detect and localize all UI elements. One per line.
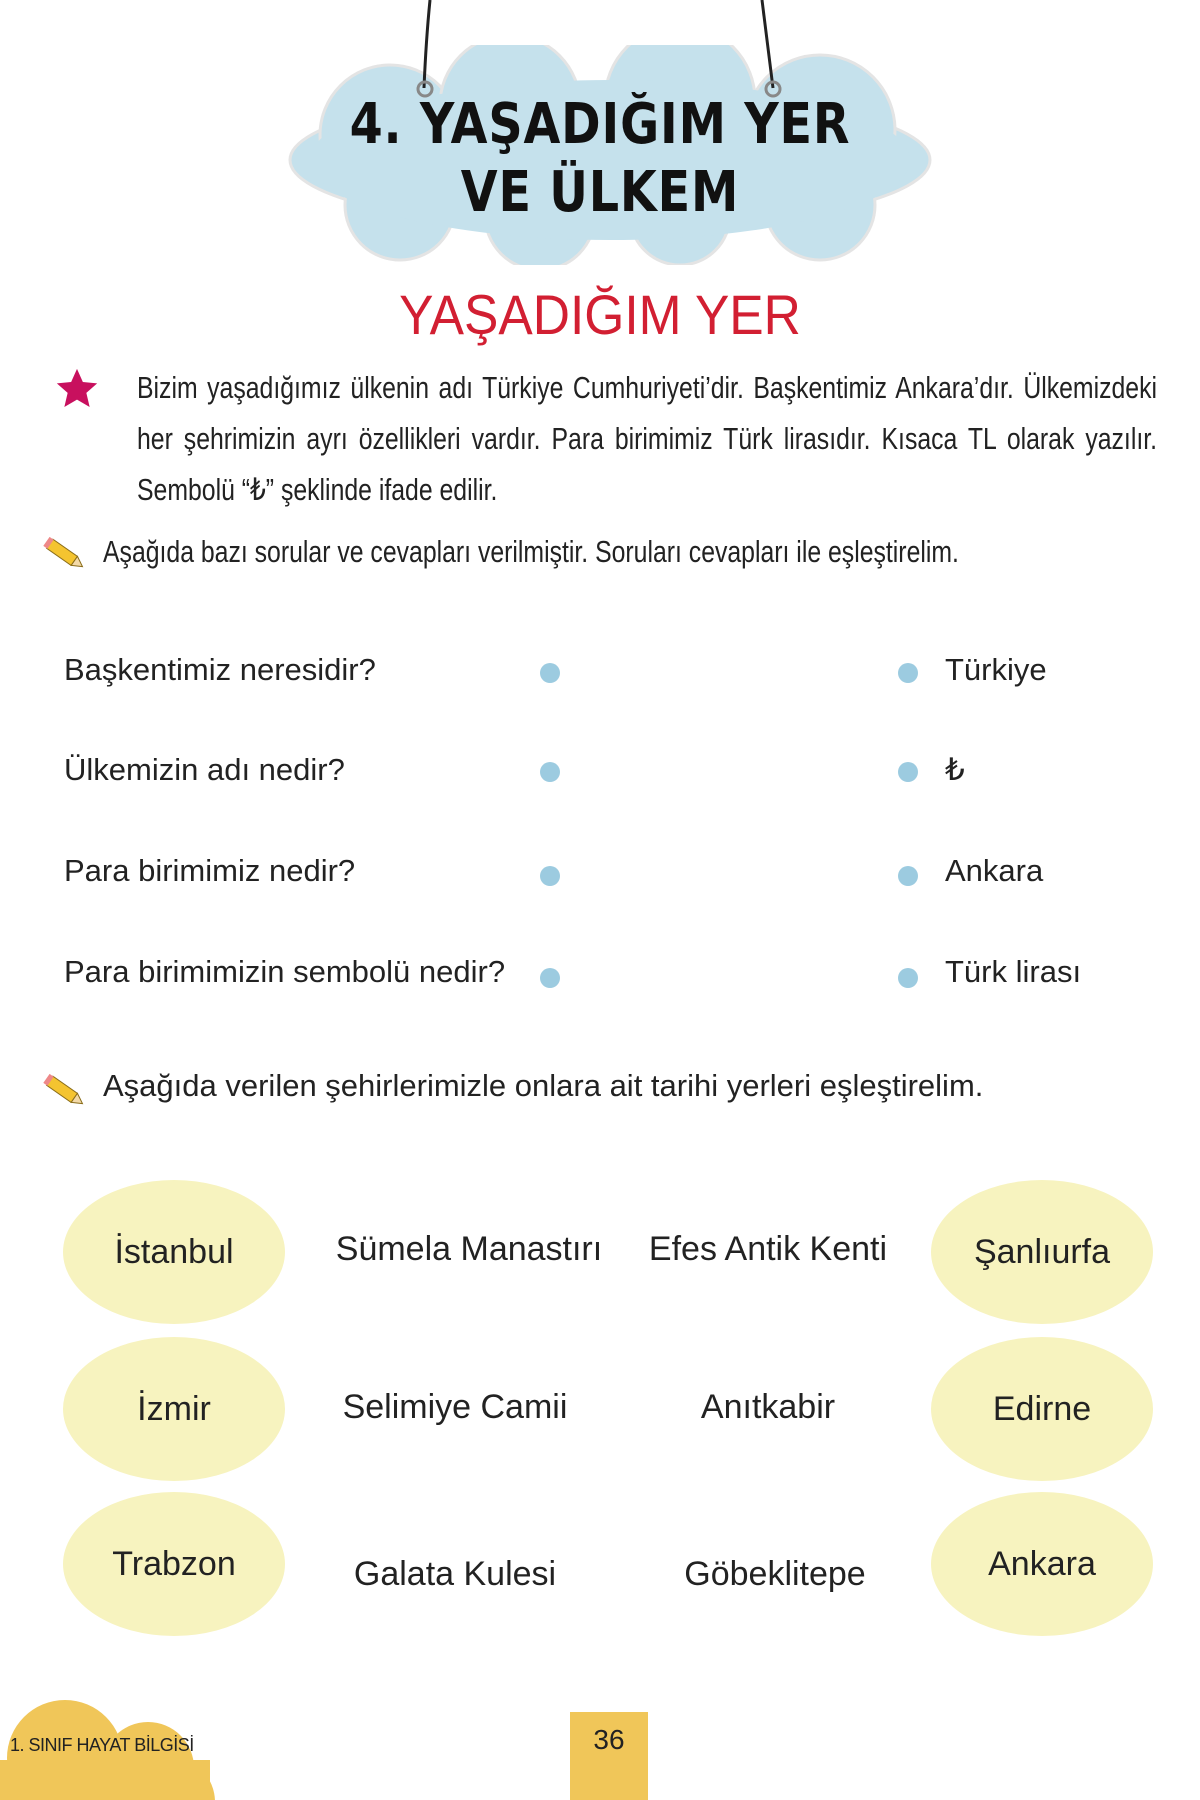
historic-place: Selimiye Camii xyxy=(342,1388,568,1426)
historic-place: Anıtkabir xyxy=(700,1388,836,1426)
city-oval[interactable]: Trabzon xyxy=(63,1492,285,1636)
match-dot-right[interactable] xyxy=(898,762,918,782)
answer: ₺ xyxy=(945,752,965,787)
city-oval[interactable]: İzmir xyxy=(63,1337,285,1481)
match-dot-left[interactable] xyxy=(540,968,560,988)
historic-place: Göbeklitepe xyxy=(684,1555,866,1593)
match-dot-left[interactable] xyxy=(540,663,560,683)
match-dot-right[interactable] xyxy=(898,968,918,988)
question: Para birimimizin sembolü nedir? xyxy=(64,954,506,989)
city-oval[interactable]: Şanlıurfa xyxy=(931,1180,1153,1324)
chapter-title-line1: 4. YAŞADIĞIM YER xyxy=(349,92,851,157)
city-oval[interactable]: Ankara xyxy=(931,1492,1153,1636)
book-title: 1. SINIF HAYAT BİLGİSİ xyxy=(10,1735,194,1755)
historic-place: Galata Kulesi xyxy=(353,1555,557,1593)
star-icon xyxy=(55,367,99,411)
pencil-icon xyxy=(42,1072,88,1112)
question: Para birimimiz nedir? xyxy=(64,853,356,888)
hanging-strings xyxy=(0,0,1200,100)
intro-paragraph: Bizim yaşadığımız ülkenin adı Türkiye Cumhuriyeti’dir. Başkentimiz Ankara’dır. Ülkemizdeki her şehrimizin ayrı özellikleri vardır. Para birimimiz Türk lirasıdır. Kısaca TL olarak yazılır. Sembolü “₺” şeklinde ifade edilir. xyxy=(137,370,1157,507)
answer: Türkiye xyxy=(945,652,1047,687)
exercise1-instruction: Aşağıda bazı sorular ve cevapları verilmiştir. Soruları cevapları ile eşleştirelim. xyxy=(103,534,959,569)
question: Başkentimiz neresidir? xyxy=(64,652,376,687)
pencil-icon xyxy=(42,535,88,575)
historic-place: Efes Antik Kenti xyxy=(648,1230,888,1268)
page-number: 36 xyxy=(570,1712,648,1800)
city-oval[interactable]: Edirne xyxy=(931,1337,1153,1481)
match-dot-left[interactable] xyxy=(540,866,560,886)
match-dot-right[interactable] xyxy=(898,663,918,683)
answer: Ankara xyxy=(945,853,1044,888)
city-oval[interactable]: İstanbul xyxy=(63,1180,285,1324)
match-dot-right[interactable] xyxy=(898,866,918,886)
answer: Türk lirası xyxy=(945,954,1082,989)
historic-place: Sümela Manastırı xyxy=(335,1230,603,1268)
match-dot-left[interactable] xyxy=(540,762,560,782)
question: Ülkemizin adı nedir? xyxy=(64,752,345,787)
chapter-title-line2: VE ÜLKEM xyxy=(460,160,740,225)
exercise2-instruction: Aşağıda verilen şehirlerimizle onlara ait tarihi yerleri eşleştirelim. xyxy=(103,1068,984,1103)
section-title: YAŞADIĞIM YER xyxy=(399,283,801,346)
